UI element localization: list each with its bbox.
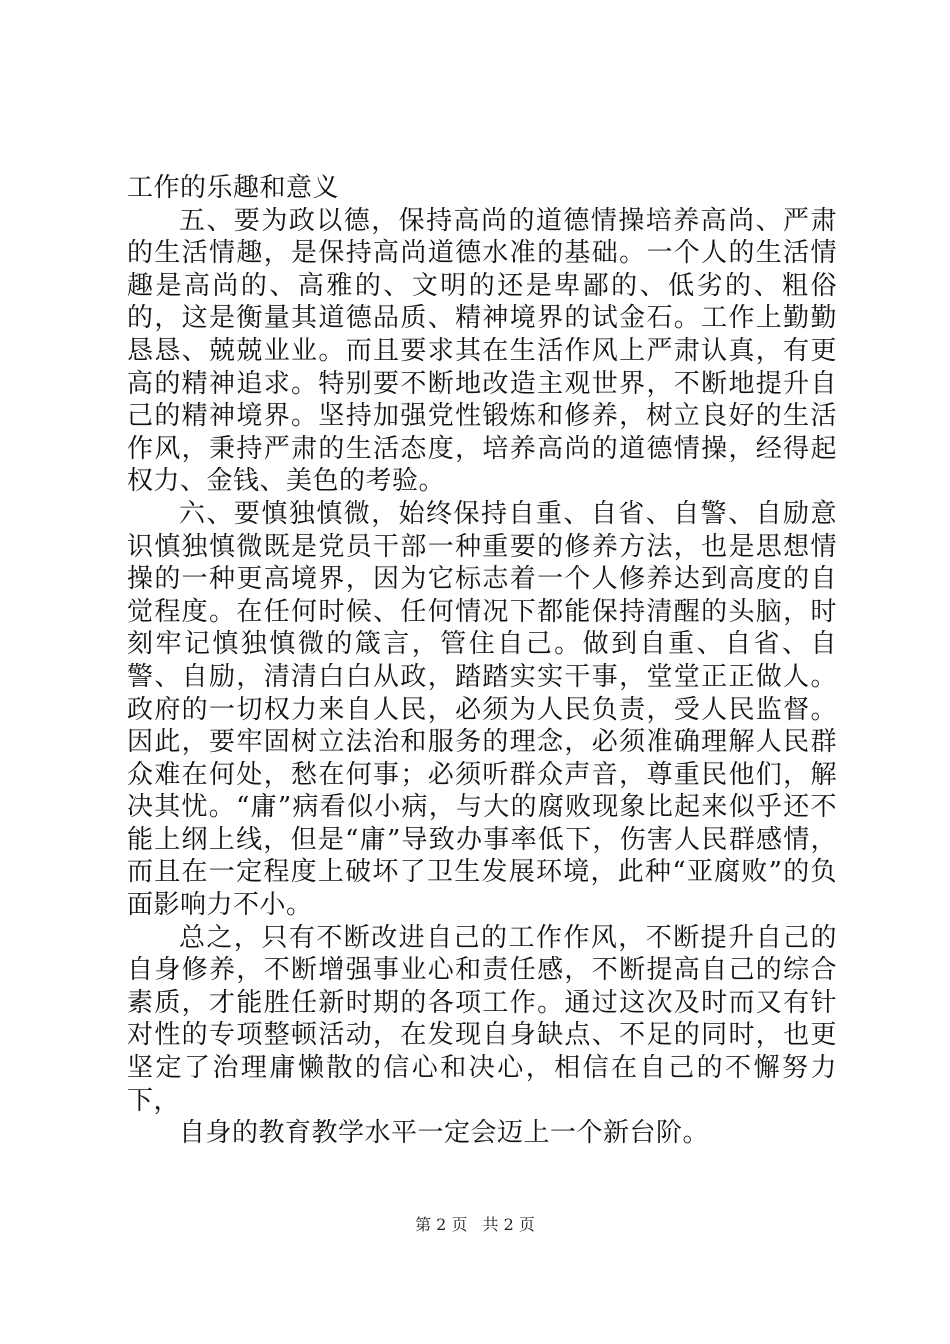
- paragraph-section-six: 六、要慎独慎微，始终保持自重、自省、自警、自励意识慎独慎微既是党员干部一种重要的修养方法，也是思想情操的一种更高境界，因为它标志着一个人修养达到高度的自觉程度。在任何时候、任何情况下都能保持清醒的头脑，时刻牢记慎独慎微的箴言，管住自己。做到自重、自省、自警、自励，清清白白从政，踏踏实实干事，堂堂正正做人。政府的一切权力来自人民，必须为人民负责，受人民监督。因此，要牢固树立法治和服务的理念，必须准确理解人民群众难在何处，愁在何事；必须听群众声音，尊重民他们，解决其忧。“庸”病看似小病，与大的腐败现象比起来似乎还不能上纲上线，但是“庸”导致办事率低下，伤害人民群感情，而且在一定程度上破坏了卫生发展环境，此种“亚腐败”的负面影响力不小。: [127, 498, 837, 921]
- page-total: 共 2 页: [482, 1215, 535, 1234]
- paragraph-closing-line: 自身的教育教学水平一定会迈上一个新台阶。: [179, 1118, 710, 1149]
- paragraph-conclusion: 总之，只有不断改进自己的工作作风，不断提升自己的自身修养，不断增强事业心和责任感，不断提高自己的综合素质，才能胜任新时期的各项工作。通过这次及时而又有针对性的专项整顿活动，在发现自身缺点、不足的同时，也更坚定了治理庸懒散的信心和决心，相信在自己的不懈努力下，: [127, 922, 837, 1116]
- paragraph-continuation: 工作的乐趣和意义: [127, 173, 340, 203]
- page-footer: [0, 1215, 950, 1235]
- page-number: 第 2 页: [415, 1215, 468, 1234]
- paragraph-section-five: 五、要为政以德，保持高尚的道德情操培养高尚、严肃的生活情趣，是保持高尚道德水准的基础。一个人的生活情趣是高尚的、高雅的、文明的还是卑鄙的、低劣的、粗俗的，这是衡量其道德品质、精神境界的试金石。工作上勤勤恳恳、兢兢业业。而且要求其在生活作风上严肃认真，有更高的精神追求。特别要不断地改造主观世界，不断地提升自己的精神境界。坚持加强党性锻炼和修养，树立良好的生活作风，秉持严肃的生活态度，培养高尚的道德情操，经得起权力、金钱、美色的考验。: [127, 205, 837, 497]
- document-body: [127, 172, 837, 1150]
